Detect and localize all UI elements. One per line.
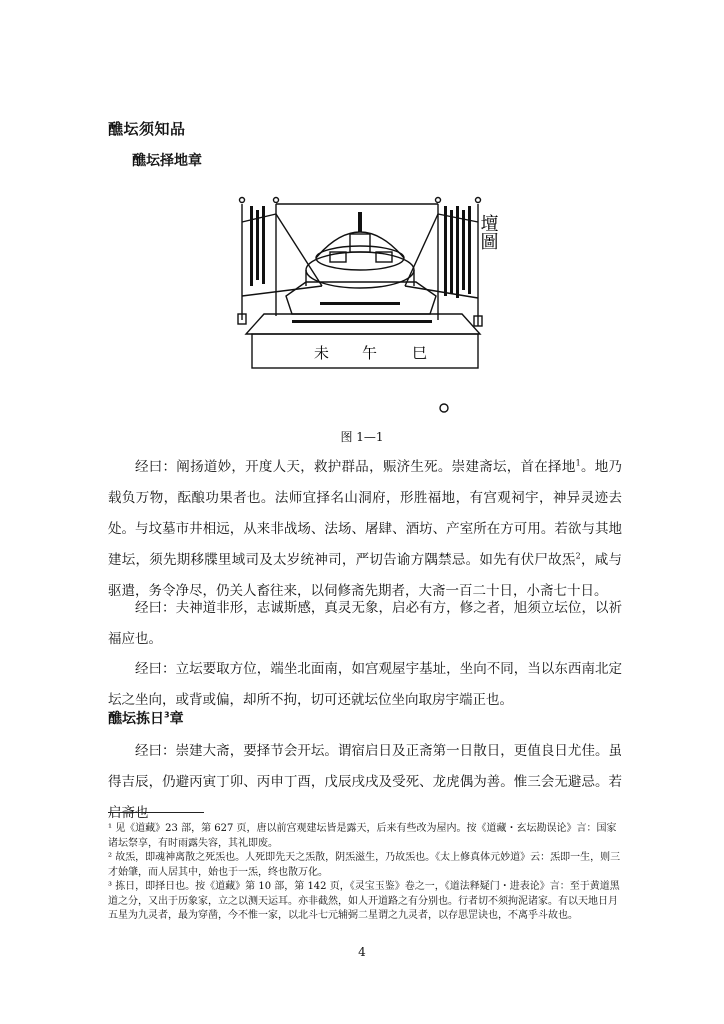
altar-diagram	[230, 186, 506, 416]
chapter-heading: 醮坛须知品	[108, 120, 186, 138]
paragraph-4: 经曰：崇建大斋，要择节会开坛。谓宿启日及正斋第一日散日，更值良日尤佳。虽得吉辰，仍避丙寅丁卯、丙申丁酉，戊辰戌戌及受死、龙虎偶为善。惟三会无避忌。若启斋也	[108, 743, 622, 821]
section-title-site-selection: 醮坛择地章	[132, 153, 202, 169]
section-title-date-selection: 醮坛拣日$^3$章	[108, 710, 184, 727]
page-number: 4	[358, 945, 366, 959]
figure-direction-label: 巳	[412, 344, 428, 362]
paragraph-3: 经曰：立坛要取方位，端坐北面南，如宫观屋宇基址，坐向不同，当以东西南北定坛之坐向，或背或偏，却所不拘，切可还就坛位坐向取房宇端正也。	[108, 661, 622, 708]
footnote-1: ¹ 见《道藏》23 部，第 627 页，唐以前宫观建坛皆是露天，后来有些改为屋内。按《道藏・玄坛勘误论》言：国家诸坛祭享，有时雨露失容，其礼即废。	[108, 823, 617, 849]
footnote-3: ³ 拣日，即择日也。按《道藏》第 10 部，第 142 页，《灵宝玉鉴》卷之一，《道法释疑门・进表论》言：至于黄道黑道之分，又出于历象家，立之以测天运耳。亦非截然，如人开道路之有分别也。行者切不须拘泥诸家。有以天地日月五星为九灵者，最为穿凿，今不惟一家，以北斗七元辅弼二星谓之九灵者，以存思罡诀也，不离乎斗故也。	[108, 881, 620, 921]
figure-title-label: 壇圖	[477, 214, 499, 250]
paragraph-1: 经曰：阐扬道妙，开度人天，救护群品，赈济生死。崇建斋坛，首在择地$^1$。地乃载负万物，酝酿功果者也。法师宜择名山洞府，形胜福地，有宫观祠宇，神异灵迹去处。与坟墓市井相远，从来非战场、法场、屠肆、酒坊、产室所在方可用。若欲与其地建坛，须先期移牒里域司及太岁统神司，严切告谕方隅禁忌。如先有伏尸故炁$^2$，咸与驱遣，务令净尽，仍关人畜往来，以伺修斋先期者，大斋一百二十日，小斋七十日。	[108, 458, 623, 599]
footnotes	[108, 822, 622, 924]
footnote-2: ² 故炁，即魂神离散之死炁也。人死即先天之炁散，阴炁滋生，乃故炁也。《太上修真体元妙道》云：炁即一生，则三才始肇，而人居其中，始也于一炁，终也散万化。	[108, 852, 621, 878]
paragraph-2: 经曰：夫神道非形，志诚斯感，真灵无象，启必有方，修之者，旭须立坛位，以祈福应也。	[108, 600, 622, 647]
footnote-divider	[108, 812, 204, 813]
figure-direction-label: 未	[314, 344, 330, 362]
figure-direction-label: 午	[362, 344, 378, 362]
figure-caption: 图 1—1	[340, 430, 384, 444]
